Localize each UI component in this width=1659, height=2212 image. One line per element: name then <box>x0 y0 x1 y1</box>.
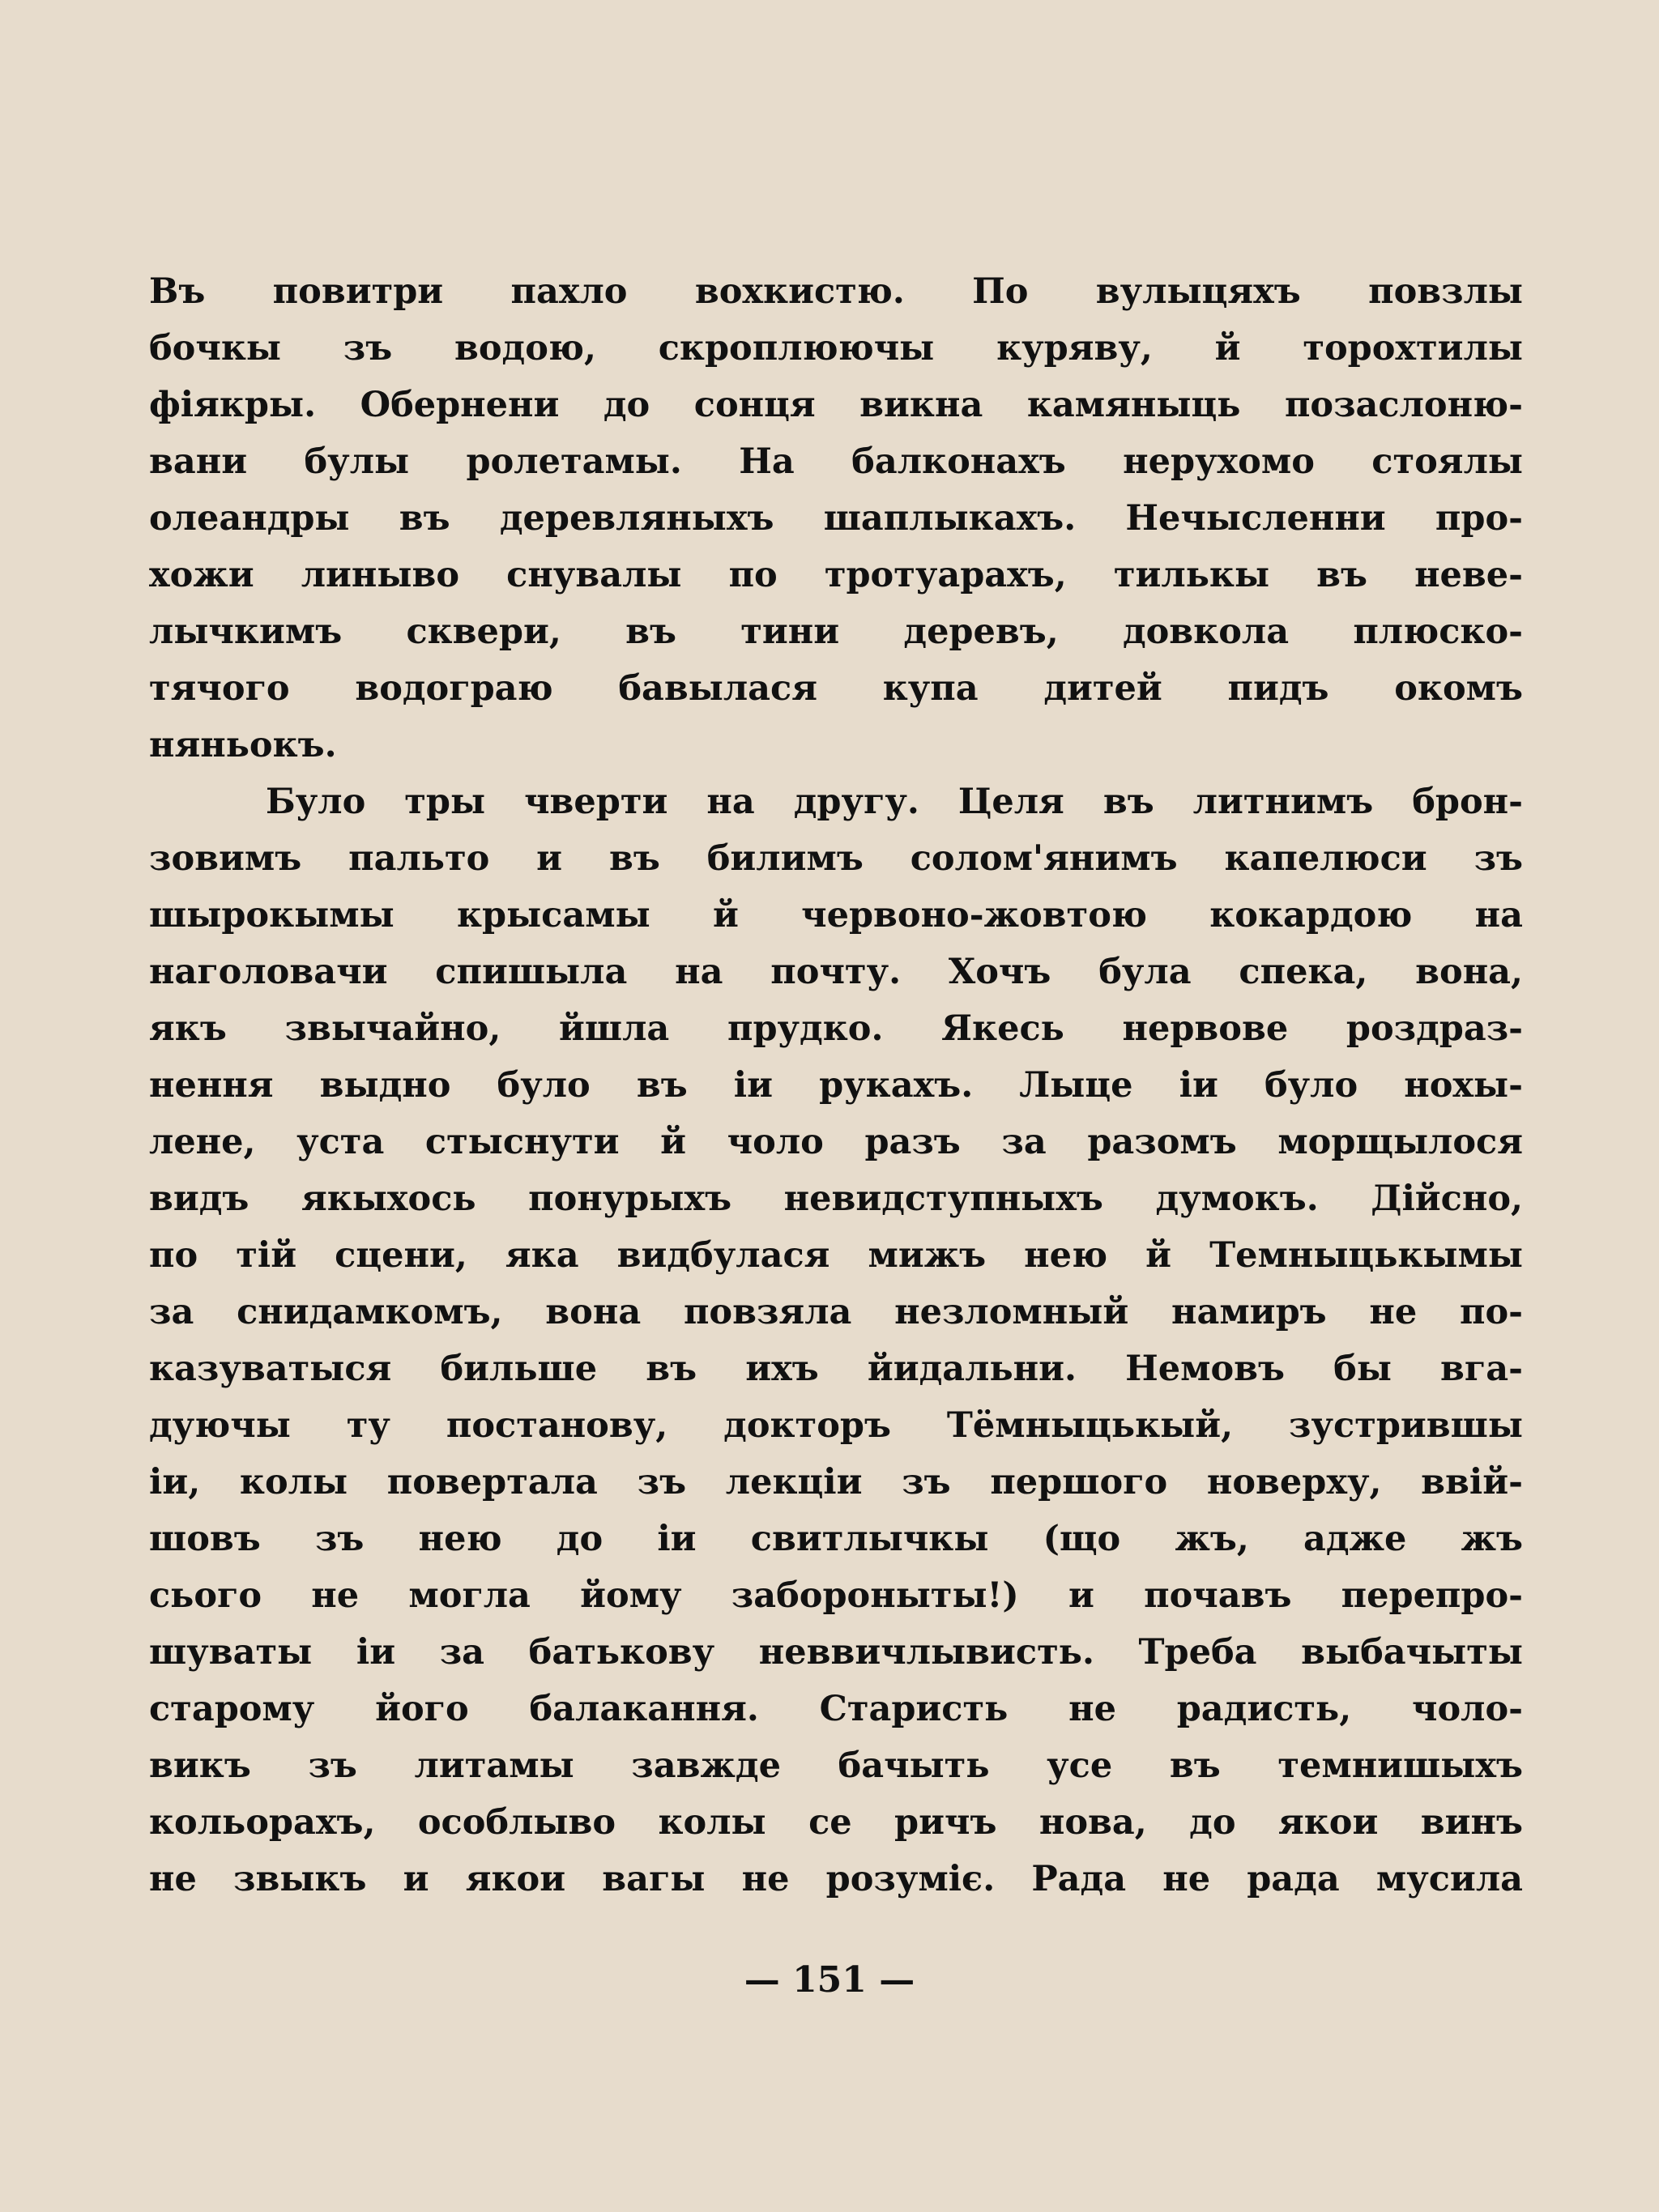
text-line: тячого водограю бавылася купа дитей пидъ окомъ <box>149 668 1523 709</box>
text-line: шуваты іи за батькову неввичлывисть. Треба выбачыты <box>149 1632 1523 1673</box>
text-line: бочкы зъ водою, скроплюючы куряву, й торохтилы <box>149 328 1523 369</box>
text-line: кольорахъ, особлыво колы се ричъ нова, до якои винъ <box>149 1802 1523 1843</box>
text-line: лычкимъ сквери, въ тини деревъ, довкола плюско- <box>149 612 1523 652</box>
paragraph-1 <box>149 263 1523 774</box>
text-line: Було тры чверти на другу. Целя въ литнимъ брон- <box>266 782 1523 822</box>
text-line: лене, уста стыснути й чоло разъ за разомъ морщылося <box>149 1122 1523 1162</box>
text-line: видъ якыхось понурыхъ невидступныхъ думокъ. Дійсно, <box>149 1178 1523 1219</box>
text-line: казуватыся бильше въ ихъ йидальни. Немовъ бы вга- <box>149 1349 1523 1389</box>
text-line: хожи линыво снувалы по тротуарахъ, тилькы въ неве- <box>149 555 1523 595</box>
text-line: шовъ зъ нею до іи свитлычкы (що жъ, адже жъ <box>149 1519 1523 1559</box>
page-number: — 151 — <box>744 1959 915 2001</box>
text-line: Въ повитри пахло вохкистю. По вулыцяхъ повзлы <box>149 271 1523 312</box>
paragraph-2 <box>149 774 1523 1907</box>
text-line: за снидамкомъ, вона повзяла незломный намиръ не по- <box>149 1292 1523 1332</box>
text-line: олеандры въ деревляныхъ шаплыкахъ. Нечысленни про- <box>149 498 1523 539</box>
text-line: по тій сцени, яка видбулася мижъ нею й Темныцькымы <box>149 1235 1523 1276</box>
text-line: вани булы ролетамы. На балконахъ нерухомо стоялы <box>149 441 1523 482</box>
text-line: викъ зъ литамы завжде бачыть усе въ темнишыхъ <box>149 1745 1523 1786</box>
text-line: нення выдно було въ іи рукахъ. Лыце іи було нохы- <box>149 1065 1523 1106</box>
text-line: фіякры. Обернени до сонця викна камяныць позаслоню- <box>149 385 1523 425</box>
text-line: якъ звычайно, йшла прудко. Якесь нервове роздраз- <box>149 1008 1523 1049</box>
text-line: дуючы ту постанову, докторъ Тёмныцькый, зустрившы <box>149 1405 1523 1446</box>
text-line: старому його балакання. Старисть не радисть, чоло- <box>149 1689 1523 1729</box>
text-line: няньокъ. <box>149 725 337 765</box>
text-line: зовимъ пальто и въ билимъ солом'янимъ капелюси зъ <box>149 838 1523 879</box>
text-line: шырокымы крысамы й червоно-жовтою кокардою на <box>149 895 1523 936</box>
text-line: не звыкъ и якои вагы не розуміє. Рада не рада мусила <box>149 1859 1523 1899</box>
text-line: іи, колы повертала зъ лекціи зъ першого новерху, ввій- <box>149 1462 1523 1502</box>
text-line: наголовачи спишыла на почту. Хочъ була спека, вона, <box>149 952 1523 992</box>
body-text <box>149 263 1523 1907</box>
text-line: сього не могла йому забороныты!) и почавъ перепро- <box>149 1575 1523 1616</box>
